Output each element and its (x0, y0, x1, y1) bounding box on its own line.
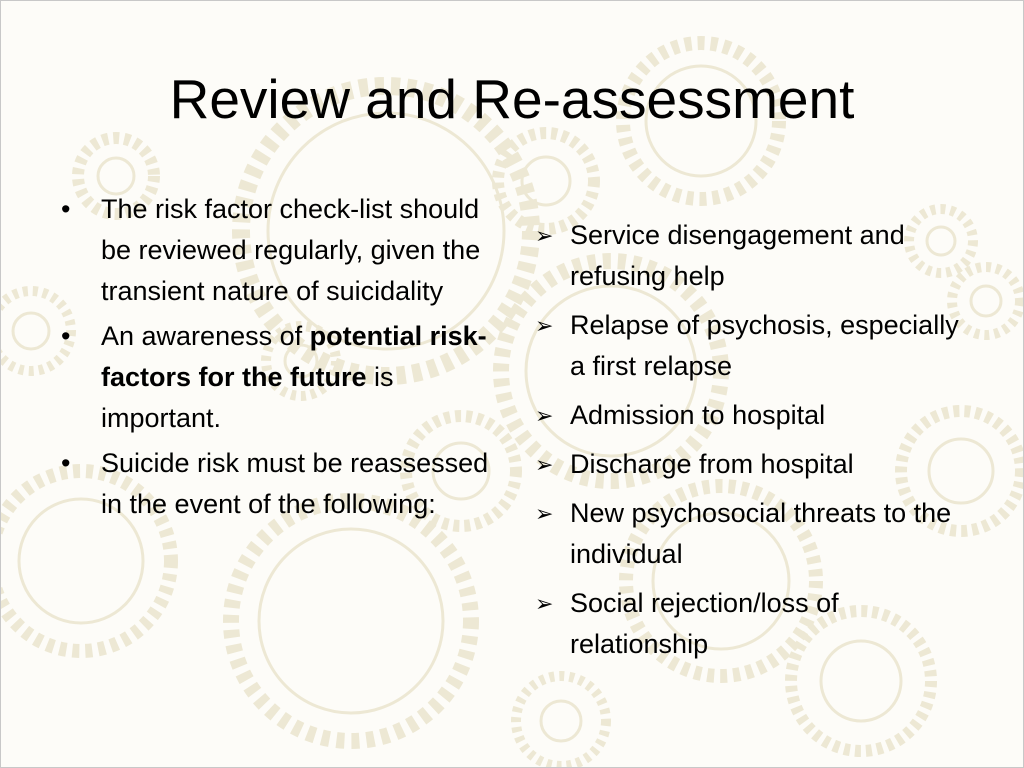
gear-icon (516, 676, 606, 766)
event-list (533, 215, 973, 665)
arrowhead-bullet-icon: ➢ (535, 403, 554, 428)
arrowhead-bullet-icon: ➢ (535, 591, 554, 616)
gear-icon (231, 501, 471, 741)
bullet-text-bold: potential risk-factors for the future (101, 321, 487, 392)
list-item (533, 305, 973, 387)
list-item (59, 316, 499, 439)
list-item (533, 493, 973, 575)
arrowhead-bullet-icon: ➢ (535, 313, 554, 338)
event-text: Relapse of psychosis, especially a first relapse (570, 310, 959, 381)
arrowhead-bullet-icon: ➢ (535, 501, 554, 526)
bullet-dot-icon: • (61, 321, 71, 351)
event-text: Admission to hospital (570, 400, 826, 430)
event-text: New psychosocial threats to the individual (570, 498, 952, 569)
event-text: Service disengagement and refusing help (570, 220, 905, 291)
bullet-text: Suicide risk must be reassessed in the event of the following: (101, 448, 489, 519)
bullet-dot-icon: • (61, 448, 71, 478)
list-item (533, 395, 973, 436)
event-text: Social rejection/loss of relationship (570, 588, 839, 659)
left-column (59, 189, 499, 529)
arrowhead-bullet-icon: ➢ (535, 452, 554, 477)
slide-title: Review and Re-assessment (169, 68, 855, 130)
event-text: Discharge from hospital (570, 449, 854, 479)
bullet-text: The risk factor check-list should be reviewed regularly, given the transient nature of suicidality (101, 194, 481, 306)
bullet-dot-icon: • (61, 194, 71, 224)
list-item (533, 215, 973, 297)
bullet-list (59, 189, 499, 525)
bullet-text-start: An awareness of (101, 321, 310, 351)
list-item (533, 444, 973, 485)
bullet-text-end: is important. (101, 362, 394, 433)
list-item (59, 443, 499, 525)
list-item (59, 189, 499, 312)
arrowhead-bullet-icon: ➢ (535, 223, 554, 248)
right-column (533, 215, 973, 673)
list-item (533, 583, 973, 665)
